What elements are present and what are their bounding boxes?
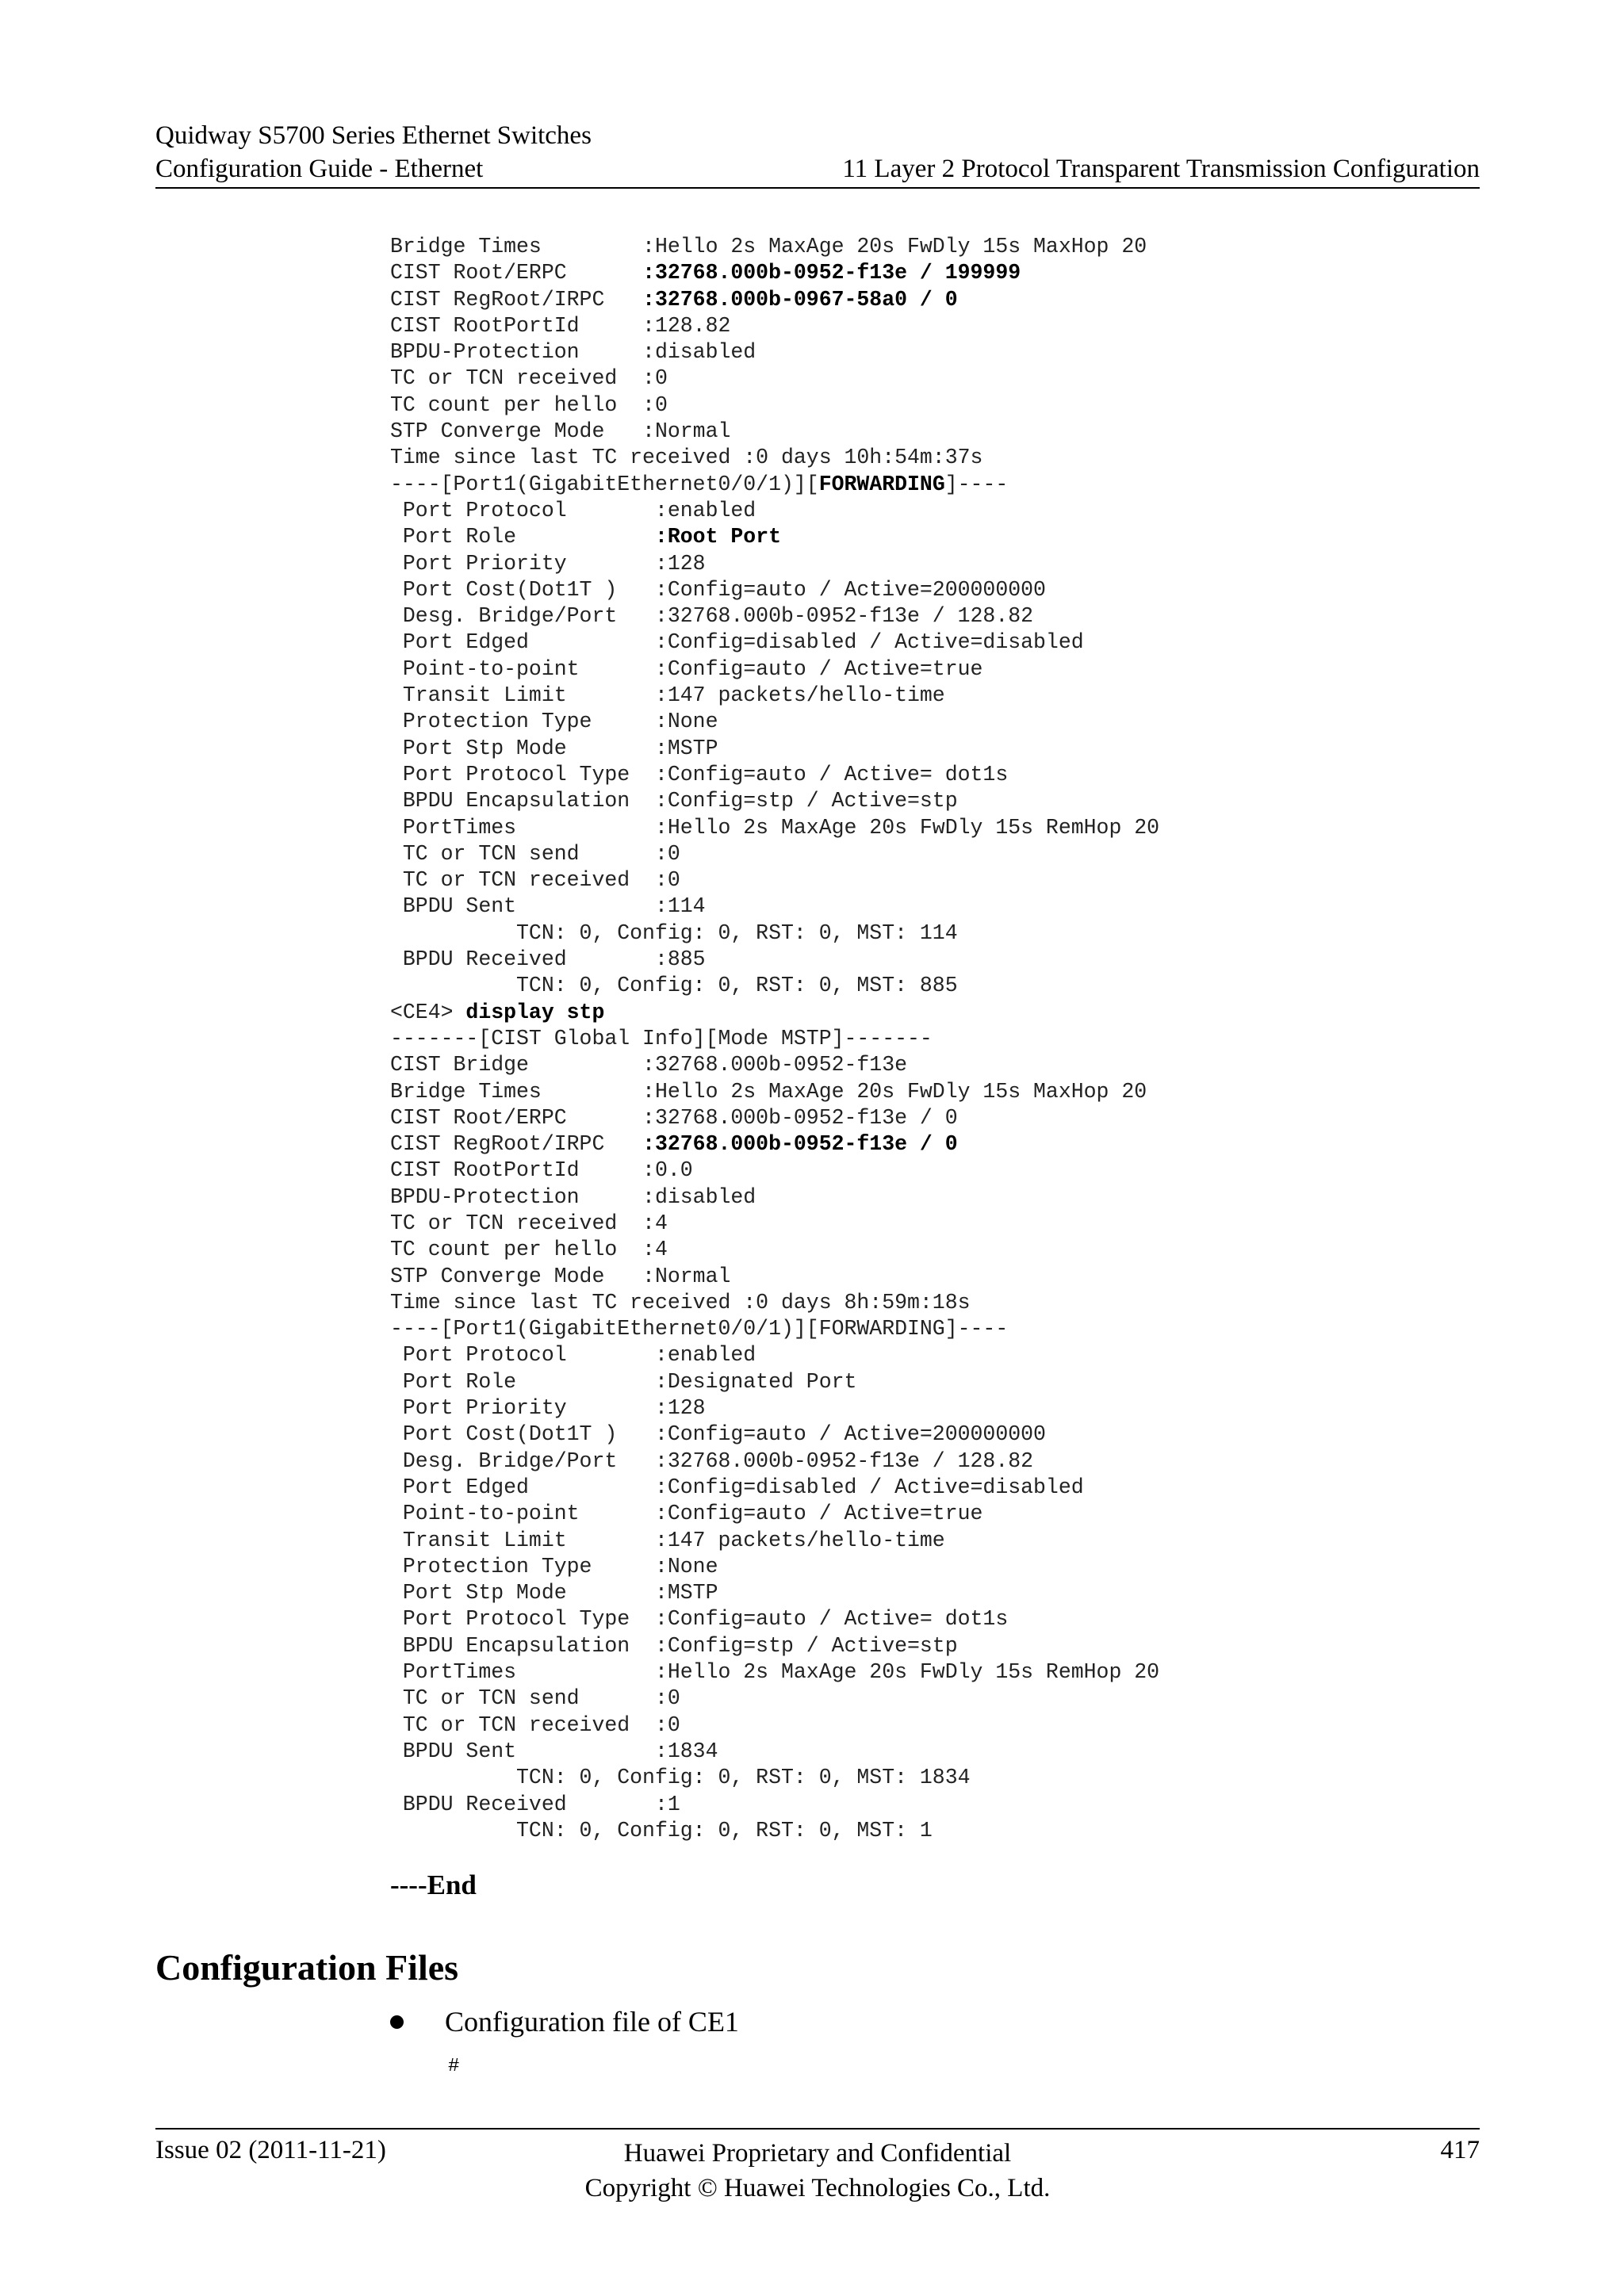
code-line: [390, 1079, 1159, 1105]
code-segment: TC count per hello :4: [390, 1238, 668, 1262]
code-segment: ----[Port1(GigabitEthernet0/0/1)][: [390, 472, 819, 496]
footer-center: [155, 2136, 1480, 2206]
code-segment: PortTimes :Hello 2s MaxAge 20s FwDly 15s RemHop 20: [390, 815, 1160, 840]
code-line: [390, 1712, 1159, 1739]
code-line: [390, 1211, 1159, 1237]
code-line: [390, 1000, 1159, 1026]
code-line: [390, 498, 1159, 524]
code-line: [390, 683, 1159, 709]
header-chapter: 11 Layer 2 Protocol Transparent Transmission Configuration: [842, 155, 1480, 183]
code-line: [390, 815, 1159, 841]
code-line: [390, 1316, 1159, 1342]
code-line: [390, 472, 1159, 498]
code-segment: TC count per hello :0: [390, 392, 668, 417]
header-product: Quidway S5700 Series Ethernet Switches: [155, 121, 592, 150]
code-segment: BPDU Received :885: [390, 947, 706, 972]
code-line: [390, 788, 1159, 814]
code-segment: TC or TCN send :0: [390, 841, 680, 866]
code-segment: STP Converge Mode :Normal: [390, 419, 731, 444]
bullet-text: Configuration file of CE1: [445, 2006, 739, 2038]
code-segment: Port Protocol :enabled: [390, 498, 756, 522]
footer-copyright: Copyright © Huawei Technologies Co., Ltd.: [584, 2174, 1051, 2202]
code-line: [390, 1184, 1159, 1211]
code-line: [390, 1448, 1159, 1475]
code-line: [390, 736, 1159, 762]
code-line: [390, 1158, 1159, 1184]
code-segment: Point-to-point :Config=auto / Active=true: [390, 1502, 983, 1526]
code-line: [390, 867, 1159, 894]
code-line: [390, 551, 1159, 577]
code-segment: Port Protocol Type :Config=auto / Active= dot1s: [390, 762, 1009, 786]
code-segment: Point-to-point :Config=auto / Active=true: [390, 656, 983, 681]
code-segment: BPDU-Protection :disabled: [390, 1184, 756, 1209]
code-line: [390, 1264, 1159, 1290]
code-line: [390, 1580, 1159, 1606]
code-segment: Port Stp Mode :MSTP: [390, 1581, 718, 1605]
code-segment: CIST RootPortId :0.0: [390, 1158, 693, 1183]
code-line: [390, 1237, 1159, 1263]
section-title: Configuration Files: [155, 1947, 459, 1988]
code-segment: Transit Limit :147 packets/hello-time: [390, 683, 945, 708]
code-segment: -------[CIST Global Info][Mode MSTP]-------: [390, 1026, 933, 1050]
code-segment: ----[Port1(GigabitEthernet0/0/1)][FORWARDING]----: [390, 1317, 1009, 1341]
header-rule: [155, 187, 1480, 189]
code-segment: ]----: [944, 472, 1009, 496]
code-segment: Port Cost(Dot1T ) :Config=auto / Active=200000000: [390, 1422, 1046, 1447]
code-bold-segment: :Root Port: [654, 525, 781, 549]
code-segment: Desg. Bridge/Port :32768.000b-0952-f13e / 128.82: [390, 604, 1034, 629]
code-segment: TCN: 0, Config: 0, RST: 0, MST: 114: [390, 920, 958, 945]
code-line: [390, 973, 1159, 999]
code-segment: BPDU-Protection :disabled: [390, 340, 756, 365]
code-line: [390, 1818, 1159, 1844]
code-line: [390, 762, 1159, 788]
code-line: [390, 1501, 1159, 1527]
code-segment: CIST Root/ERPC: [390, 261, 643, 285]
code-line: [390, 1739, 1159, 1765]
code-line: [390, 234, 1159, 260]
code-line: [390, 1606, 1159, 1632]
code-segment: Port Priority :128: [390, 1396, 706, 1421]
code-line: [390, 419, 1159, 445]
code-segment: Protection Type :None: [390, 1554, 718, 1578]
code-bold-segment: :32768.000b-0952-f13e / 0: [642, 1132, 958, 1157]
code-line: [390, 577, 1159, 603]
code-segment: Port Priority :128: [390, 551, 706, 576]
code-segment: TCN: 0, Config: 0, RST: 0, MST: 1: [390, 1818, 933, 1843]
code-segment: Time since last TC received :0 days 8h:59m:18s: [390, 1290, 971, 1314]
code-segment: PortTimes :Hello 2s MaxAge 20s FwDly 15s RemHop 20: [390, 1660, 1160, 1685]
code-segment: CIST Root/ERPC :32768.000b-0952-f13e / 0: [390, 1105, 958, 1130]
code-line: [390, 1633, 1159, 1659]
code-line: [390, 1528, 1159, 1554]
code-line: [390, 1686, 1159, 1712]
code-segment: Port Role: [390, 525, 655, 549]
code-segment: CIST RootPortId :128.82: [390, 313, 731, 338]
footer-page-number: 417: [1440, 2136, 1480, 2164]
code-segment: Port Protocol :enabled: [390, 1343, 756, 1368]
code-line: [390, 1105, 1159, 1131]
code-line: [390, 313, 1159, 339]
code-line: [390, 947, 1159, 973]
code-segment: Port Edged :Config=disabled / Active=disabled: [390, 630, 1084, 655]
code-line: [390, 841, 1159, 867]
code-segment: CIST RegRoot/IRPC: [390, 1132, 643, 1157]
code-segment: BPDU Received :1: [390, 1792, 680, 1816]
code-line: [390, 603, 1159, 629]
code-line: [390, 1052, 1159, 1078]
code-segment: BPDU Encapsulation :Config=stp / Active=stp: [390, 1633, 958, 1658]
footer-confidential: Huawei Proprietary and Confidential: [623, 2139, 1012, 2168]
code-line: [390, 1395, 1159, 1422]
code-line: [390, 365, 1159, 392]
code-line: [390, 1026, 1159, 1052]
code-segment: TCN: 0, Config: 0, RST: 0, MST: 1834: [390, 1766, 971, 1790]
code-segment: TC or TCN send :0: [390, 1686, 680, 1711]
code-segment: Port Edged :Config=disabled / Active=disabled: [390, 1475, 1084, 1499]
code-line: [390, 1765, 1159, 1791]
code-segment: <CE4>: [390, 1000, 466, 1024]
code-line: [390, 629, 1159, 656]
code-segment: Protection Type :None: [390, 710, 718, 734]
code-line: [390, 894, 1159, 920]
code-line: [390, 1554, 1159, 1580]
end-marker: ----End: [390, 1869, 477, 1900]
code-segment: CIST RegRoot/IRPC: [390, 287, 643, 312]
code-segment: Transit Limit :147 packets/hello-time: [390, 1528, 945, 1552]
code-segment: Desg. Bridge/Port :32768.000b-0952-f13e / 128.82: [390, 1448, 1034, 1473]
code-line: [390, 1475, 1159, 1501]
code-segment: TCN: 0, Config: 0, RST: 0, MST: 885: [390, 974, 958, 998]
header-guide: Configuration Guide - Ethernet: [155, 155, 484, 183]
code-line: [390, 339, 1159, 365]
code-segment: TC or TCN received :4: [390, 1211, 668, 1235]
code-segment: BPDU Sent :114: [390, 894, 706, 919]
code-segment: BPDU Encapsulation :Config=stp / Active=stp: [390, 789, 958, 813]
code-bold-segment: :32768.000b-0967-58a0 / 0: [642, 287, 958, 312]
code-line: [390, 1369, 1159, 1395]
bullet-dot-icon: [390, 2015, 404, 2029]
code-line: [390, 524, 1159, 550]
code-line: [390, 920, 1159, 947]
code-line: [390, 1422, 1159, 1448]
code-line: [390, 709, 1159, 735]
code-segment: TC or TCN received :0: [390, 868, 680, 893]
code-segment: Port Cost(Dot1T ) :Config=auto / Active=200000000: [390, 577, 1046, 602]
footer-rule: [155, 2128, 1480, 2130]
cli-output-block: [390, 234, 1159, 1844]
code-line: [390, 287, 1159, 313]
code-segment: Port Role :Designated Port: [390, 1369, 857, 1394]
page-header: [155, 119, 1480, 186]
code-line: [390, 1290, 1159, 1316]
code-line: [390, 260, 1159, 286]
code-segment: CIST Bridge :32768.000b-0952-f13e: [390, 1053, 908, 1077]
code-line: [390, 1131, 1159, 1158]
code-bold-segment: :32768.000b-0952-f13e / 199999: [642, 261, 1021, 285]
bullet-item: [390, 2004, 739, 2039]
code-segment: Bridge Times :Hello 2s MaxAge 20s FwDly 15s MaxHop 20: [390, 1079, 1147, 1104]
code-segment: Port Protocol Type :Config=auto / Active= dot1s: [390, 1607, 1009, 1632]
code-line: [390, 1792, 1159, 1818]
footer-issue: Issue 02 (2011-11-21): [155, 2136, 386, 2164]
code-line: [390, 1342, 1159, 1368]
code-segment: TC or TCN received :0: [390, 366, 668, 391]
code-line: [390, 445, 1159, 471]
code-segment: Port Stp Mode :MSTP: [390, 736, 718, 760]
code-bold-segment: FORWARDING: [818, 472, 945, 496]
code-segment: STP Converge Mode :Normal: [390, 1264, 731, 1288]
code-line: [390, 392, 1159, 419]
code-segment: Time since last TC received :0 days 10h:54m:37s: [390, 446, 983, 470]
code-segment: BPDU Sent :1834: [390, 1739, 718, 1763]
code-segment: Bridge Times :Hello 2s MaxAge 20s FwDly 15s MaxHop 20: [390, 235, 1147, 258]
code-line: [390, 656, 1159, 683]
code-bold-segment: display stp: [465, 1000, 605, 1024]
config-hash: #: [448, 2056, 460, 2077]
code-line: [390, 1659, 1159, 1686]
code-segment: TC or TCN received :0: [390, 1712, 680, 1737]
